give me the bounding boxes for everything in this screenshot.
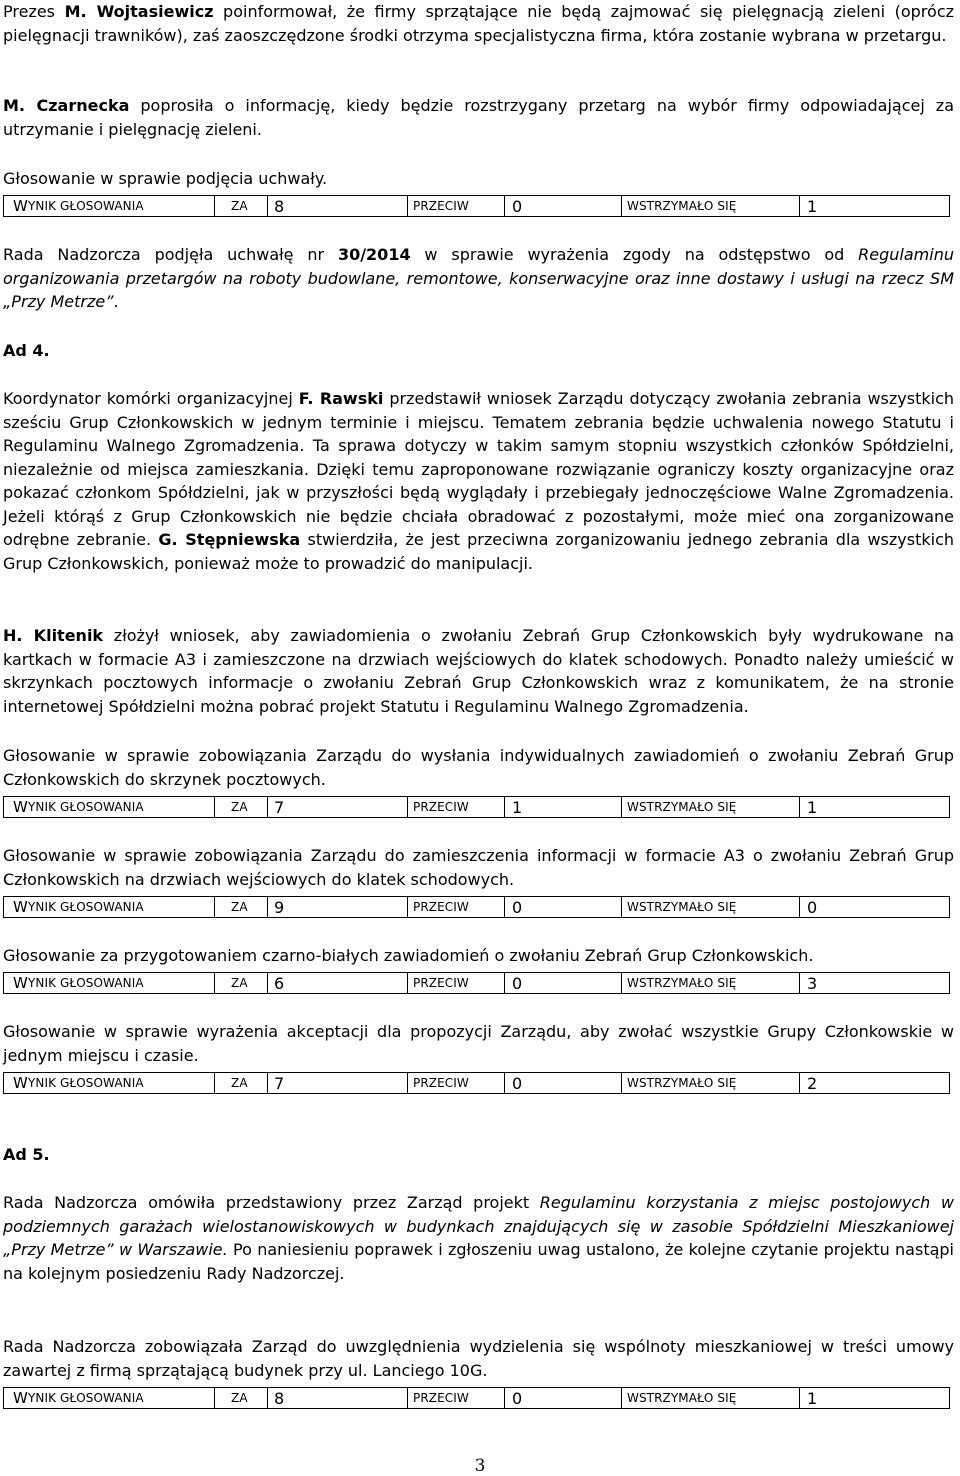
vote-result-table-3 [3,896,950,918]
vote-abstain-label: WSTRZYMAŁO SIĘ [627,800,737,814]
section-heading-ad4: Ad 4. [3,341,50,360]
vote-result-table-6 [3,1387,950,1409]
text-run: poprosiła o informację, kiedy będzie rozstrzygany przetarg na wybór firmy odpowiadającej za utrzymanie i pielęgnację zieleni. [3,96,954,139]
vote-result-label: W YNIK GŁOSOWANIA [13,1074,144,1092]
paragraph-resolution [3,243,954,314]
paragraph-parking-regulation [3,1191,954,1285]
text-run: Po naniesieniu poprawek i zgłoszeniu uwag ustalono, że kolejne czytanie projektu nastąpi na kolejnym posiedzeniu Rady Nadzorczej. [3,1240,955,1283]
vote-abstain-value: 0 [807,897,818,917]
page-number: 3 [474,1456,486,1476]
paragraph-vote-intro-3: Głosowanie w sprawie zobowiązania Zarządu do zamieszczenia informacji w formacie A3 o zwołaniu Zebrań Grup Członkowskich na drzwiach wejściowych do klatek schodowych. [3,846,954,889]
vote-abstain-value: 2 [807,1073,818,1093]
person-name: H. Klitenik [3,626,104,645]
vote-against-label: PRZECIW [413,900,469,914]
person-name: M. Wojtasiewicz [64,2,214,21]
vote-against-label: PRZECIW [413,199,469,213]
text-run: Rada Nadzorcza omówiła przedstawiony przez Zarząd projekt [3,1193,540,1212]
text-run: w sprawie wyrażenia zgody na odstępstwo od [410,245,859,264]
vote-for-label: ZA [231,1076,248,1090]
text-run: stwierdziła, że jest przeciwna zorganizowaniu jednego zebrania dla wszystkich Grup Członkowskich, ponieważ może to prowadzić do manipulacji. [3,530,954,573]
regulation-title: Regulaminu organizowania przetargów na roboty budowlane, remontowe, konserwacyjne oraz inne dostawy i usługi na rzecz SM „Przy Metrze” [3,245,954,311]
paragraph-czarnecka [3,94,954,141]
vote-against-value: 0 [512,196,523,216]
vote-abstain-value: 1 [807,797,818,817]
vote-result-table-5 [3,1072,950,1094]
vote-result-table-1 [3,195,950,217]
vote-against-value: 0 [512,1388,523,1408]
vote-for-value: 7 [274,1073,285,1093]
vote-for-label: ZA [231,800,248,814]
vote-for-label: ZA [231,900,248,914]
vote-for-value: 8 [274,1388,285,1408]
vote-for-value: 6 [274,973,285,993]
vote-abstain-label: WSTRZYMAŁO SIĘ [627,199,737,213]
vote-result-label: W YNIK GŁOSOWANIA [13,898,144,916]
person-name: G. Stępniewska [158,530,301,549]
vote-abstain-value: 3 [807,973,818,993]
regulation-title: Regulaminu korzystania z miejsc postojowych w podziemnych garażach wielostanowiskowych w budynkach znajdujących się w zasobie Spółdzielni Mieszkaniowej „Przy Metrze” w Warszawie. [3,1193,955,1259]
vote-against-label: PRZECIW [413,800,469,814]
vote-abstain-value: 1 [807,1388,818,1408]
vote-result-table-2 [3,796,950,818]
text-run: Rada Nadzorcza podjęła uchwałę nr [3,245,338,264]
person-name: F. Rawski [298,389,384,408]
text-run: . [113,292,119,311]
vote-abstain-label: WSTRZYMAŁO SIĘ [627,1076,737,1090]
paragraph-cleaning-contract: Rada Nadzorcza zobowiązała Zarząd do uwzględnienia wydzielenia się wspólnoty mieszkaniowej w treści umowy zawartej z firmą sprzątającą budynek przy ul. Lanciego 10G. [3,1337,954,1380]
section-heading-ad5: Ad 5. [3,1145,50,1164]
text-run: poinformował, że firmy sprzątające nie będą zajmować się pielęgnacją zieleni (oprócz pielęgnacji trawników), zaś zaoszczędzone środki otrzyma specjalistyczna firma, która zostanie wybrana w przetargu. [3,2,955,45]
vote-for-value: 9 [274,897,285,917]
paragraph-klitenik [3,624,954,718]
vote-result-label: W YNIK GŁOSOWANIA [13,798,144,816]
vote-against-value: 0 [512,1073,523,1093]
text-run: złożył wniosek, aby zawiadomienia o zwołaniu Zebrań Grup Członkowskich były wydrukowane na kartkach w formacie A3 i zamieszczone na drzwiach wejściowych do klatek schodowych. Ponadto należy umieścić w skrzynkach pocztowych informacje o zwołaniu Zebrań Grup Członkowskich wraz z komunikatem, że na stronie internetowej Spółdzielni można pobrać projekt Statutu i Regulaminu Walnego Zgromadzenia. [3,626,955,716]
vote-against-value: 0 [512,897,523,917]
paragraph-vote-intro-5: Głosowanie w sprawie wyrażenia akceptacji dla propozycji Zarządu, aby zwołać wszystkie Grupy Członkowskie w jednym miejscu i czasie. [3,1022,954,1065]
vote-abstain-value: 1 [807,196,818,216]
vote-for-value: 8 [274,196,285,216]
vote-for-label: ZA [231,1391,248,1405]
paragraph-vote-intro-4: Głosowanie za przygotowaniem czarno-białych zawiadomień o zwołaniu Zebrań Grup Członkowskich. [3,946,814,965]
vote-abstain-label: WSTRZYMAŁO SIĘ [627,976,737,990]
vote-against-value: 0 [512,973,523,993]
vote-for-label: ZA [231,976,248,990]
vote-against-label: PRZECIW [413,1076,469,1090]
vote-against-label: PRZECIW [413,976,469,990]
text-run: Prezes [3,2,65,21]
vote-against-label: PRZECIW [413,1391,469,1405]
vote-result-table-4 [3,972,950,994]
vote-abstain-label: WSTRZYMAŁO SIĘ [627,1391,737,1405]
paragraph-vote-intro-1: Głosowanie w sprawie podjęcia uchwały. [3,169,328,188]
paragraph-vote-intro-2: Głosowanie w sprawie zobowiązania Zarządu do wysłania indywidualnych zawiadomień o zwołaniu Zebrań Grup Członkowskich do skrzynek pocztowych. [3,746,954,789]
vote-for-value: 7 [274,797,285,817]
vote-result-label: W YNIK GŁOSOWANIA [13,197,144,215]
vote-abstain-label: WSTRZYMAŁO SIĘ [627,900,737,914]
vote-result-label: W YNIK GŁOSOWANIA [13,974,144,992]
vote-result-label: W YNIK GŁOSOWANIA [13,1389,144,1407]
text-run: Koordynator komórki organizacyjnej [3,389,299,408]
person-name: M. Czarnecka [3,96,130,115]
paragraph-rawski [3,387,954,575]
vote-for-label: ZA [231,199,248,213]
vote-against-value: 1 [512,797,523,817]
paragraph-wojtasiewicz [3,0,954,47]
resolution-number: 30/2014 [337,245,411,264]
text-run: przedstawił wniosek Zarządu dotyczący zwołania zebrania wszystkich sześciu Grup Członkowskich w jednym terminie i miejscu. Tematem zebrania będzie uchwalenia nowego Statutu i Regulaminu Walnego Zgromadzenia. Ta sprawa dotyczy w takim samym stopniu wszystkich członków Spółdzielni, niezależnie od miejsca zamieszkania. Dzięki temu zaproponowane rozwiązanie ograniczy koszty organizacyjne oraz pokazać członkom Spółdzielni, jak w przyszłości będą wyglądały i przebiegały jednoczęściowe Walne Zgromadzenia. Jeżeli którąś z Grup Członkowskich nie będzie chciała obradować z pozostałymi, może mieć ona zorganizowane odrębne zebranie. [3,389,955,549]
